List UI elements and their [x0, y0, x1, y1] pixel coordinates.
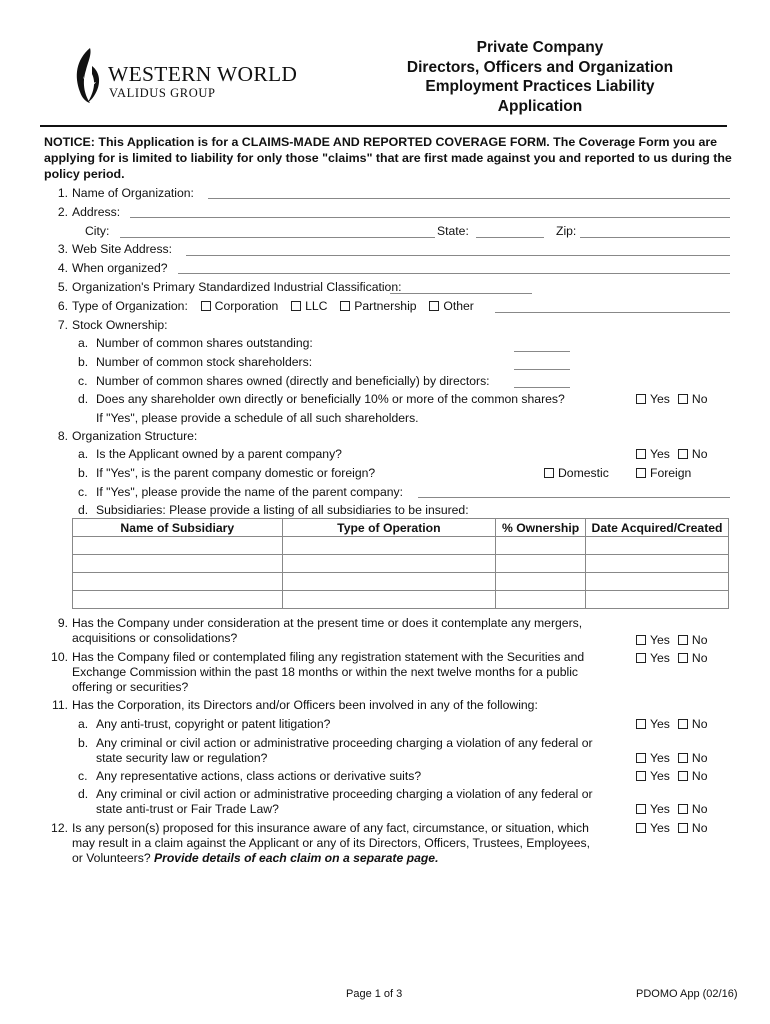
- q9-number: 9.: [57, 616, 68, 630]
- col-type-of-operation: Type of Operation: [282, 519, 496, 537]
- q11b-line-2: state security law or regulation?: [96, 751, 268, 765]
- stock-shareholders-field[interactable]: [514, 369, 570, 370]
- q7b-letter: b.: [78, 355, 89, 369]
- q8c-letter: c.: [78, 485, 88, 499]
- yes-label: Yes: [650, 717, 670, 731]
- table-cell[interactable]: [496, 573, 586, 591]
- q1-label: Name of Organization:: [72, 186, 194, 200]
- domestic-option: [544, 466, 609, 480]
- q11a-no-checkbox[interactable]: [678, 719, 688, 729]
- q7c-letter: c.: [78, 374, 88, 388]
- q7a-letter: a.: [78, 336, 89, 350]
- q7a-label: Number of common shares outstanding:: [96, 336, 313, 350]
- q2-number: 2.: [57, 205, 68, 219]
- q8b-letter: b.: [78, 466, 89, 480]
- corporation-checkbox[interactable]: [201, 301, 211, 311]
- q4-number: 4.: [57, 261, 68, 275]
- q11b-yes-checkbox[interactable]: [636, 753, 646, 763]
- table-cell[interactable]: [496, 555, 586, 573]
- q8-number: 8.: [57, 429, 68, 443]
- table-cell[interactable]: [73, 573, 283, 591]
- no-label: No: [691, 651, 708, 665]
- no-label: No: [691, 821, 708, 835]
- title-line-1: Private Company: [476, 39, 604, 56]
- yes-label: Yes: [650, 633, 670, 647]
- website-field[interactable]: [186, 255, 730, 256]
- no-label: No: [691, 717, 708, 731]
- director-shares-field[interactable]: [514, 387, 570, 388]
- table-cell[interactable]: [73, 555, 283, 573]
- q12-instruction: Provide details of each claim on a separate page.: [153, 851, 439, 865]
- q8b-label: If "Yes", is the parent company domestic or foreign?: [96, 466, 376, 480]
- q11a-yes-no: [636, 717, 707, 731]
- q3-label: Web Site Address:: [72, 242, 173, 256]
- q11b-letter: b.: [78, 736, 89, 750]
- q8a-label: Is the Applicant owned by a parent company?: [96, 447, 342, 461]
- q7-number: 7.: [57, 318, 68, 332]
- q12-line-3: [72, 851, 438, 865]
- yes-label: Yes: [650, 447, 670, 461]
- q11c-yes-checkbox[interactable]: [636, 771, 646, 781]
- corporation-label: Corporation: [214, 299, 279, 313]
- page-title: [380, 38, 700, 116]
- title-line-3: Employment Practices Liability: [425, 78, 655, 95]
- table-cell[interactable]: [586, 537, 729, 555]
- q10-yes-no: [636, 651, 707, 665]
- table-cell[interactable]: [586, 573, 729, 591]
- q9-yes-no: [636, 633, 707, 647]
- q11b-line-1: Any criminal or civil action or administrative proceeding charging a violation of any federal or: [96, 736, 593, 750]
- q6-number: 6.: [57, 299, 68, 313]
- yes-label: Yes: [650, 751, 670, 765]
- q11d-line-1: Any criminal or civil action or administrative proceeding charging a violation of any federal or: [96, 787, 593, 801]
- table-row: [73, 537, 729, 555]
- q10-line-1: Has the Company filed or contemplated filing any registration statement with the Securities and: [72, 650, 585, 664]
- table-row: [73, 555, 729, 573]
- notice-text: NOTICE: This Application is for a CLAIMS-MADE AND REPORTED COVERAGE FORM. The Coverage Form you are applying for is limited to liability for only those "claims" that are first made against you and reported to us during the policy period.: [44, 135, 732, 181]
- q11d-no-checkbox[interactable]: [678, 804, 688, 814]
- domestic-label: Domestic: [558, 466, 609, 480]
- partnership-label: Partnership: [354, 299, 417, 313]
- table-header-row: [73, 519, 729, 537]
- q5-label: Organization's Primary Standardized Industrial Classification:: [72, 280, 402, 294]
- q8a-letter: a.: [78, 447, 89, 461]
- no-label: No: [691, 802, 708, 816]
- form-id: PDOMO App (02/16): [636, 988, 738, 1000]
- no-label: No: [691, 392, 708, 406]
- table-row: [73, 573, 729, 591]
- table-cell[interactable]: [282, 555, 496, 573]
- q12-line-1: Is any person(s) proposed for this insurance aware of any fact, circumstance, or situation, which: [72, 821, 589, 835]
- q11c-no-checkbox[interactable]: [678, 771, 688, 781]
- q6-label: Type of Organization:: [72, 299, 188, 313]
- yes-label: Yes: [650, 651, 670, 665]
- other-type-field[interactable]: [495, 312, 730, 313]
- q10-no-checkbox[interactable]: [678, 653, 688, 663]
- title-line-2: Directors, Officers and Organization: [406, 58, 674, 76]
- city-field[interactable]: [120, 237, 435, 238]
- q7d-note: If "Yes", please provide a schedule of all such shareholders.: [96, 411, 419, 425]
- q12-yes-no: [636, 821, 707, 835]
- table-cell[interactable]: [73, 537, 283, 555]
- q9-line-1: Has the Company under consideration at the present time or does it contemplate any mergers,: [72, 616, 583, 630]
- when-organized-field[interactable]: [178, 273, 730, 274]
- q11c-label: Any representative actions, class actions or derivative suits?: [96, 769, 422, 783]
- q8a-no-checkbox[interactable]: [678, 449, 688, 459]
- no-label: No: [691, 751, 708, 765]
- zip-label: Zip:: [556, 224, 577, 238]
- q11a-yes-checkbox[interactable]: [636, 719, 646, 729]
- q12-line-2: may result in a claim against the Applicant or any of its Directors, Officers, Trustees, Employees,: [72, 836, 590, 850]
- table-row: [73, 591, 729, 609]
- llc-label: LLC: [305, 299, 328, 313]
- yes-label: Yes: [650, 769, 670, 783]
- q12-number: 12.: [51, 821, 68, 835]
- organization-name-field[interactable]: [208, 198, 730, 199]
- table-cell[interactable]: [496, 537, 586, 555]
- table-cell[interactable]: [282, 591, 496, 609]
- other-checkbox[interactable]: [429, 301, 439, 311]
- q11d-yes-no: [636, 802, 707, 816]
- table-cell[interactable]: [586, 591, 729, 609]
- q12-no-checkbox[interactable]: [678, 823, 688, 833]
- q10-line-3: offering or securities?: [72, 680, 189, 694]
- address-field[interactable]: [130, 217, 730, 218]
- q1-number: 1.: [57, 186, 68, 200]
- subsidiaries-table: [72, 518, 729, 609]
- q9-no-checkbox[interactable]: [678, 635, 688, 645]
- state-label: State:: [437, 224, 469, 238]
- q9-yes-checkbox[interactable]: [636, 635, 646, 645]
- q10-line-2: Exchange Commission within the past 18 months or within the next twelve months for a public: [72, 665, 579, 679]
- sic-field[interactable]: [390, 293, 532, 294]
- parent-company-field[interactable]: [418, 497, 730, 498]
- table-cell[interactable]: [496, 591, 586, 609]
- table-cell[interactable]: [282, 537, 496, 555]
- partnership-checkbox[interactable]: [340, 301, 350, 311]
- q4-label: When organized?: [72, 261, 168, 275]
- other-label: Other: [443, 299, 474, 313]
- col-ownership: % Ownership: [496, 519, 586, 537]
- q11-label: Has the Corporation, its Directors and/or Officers been involved in any of the following:: [72, 698, 538, 712]
- col-date-acquired: Date Acquired/Created: [586, 519, 729, 537]
- q7b-label: Number of common stock shareholders:: [96, 355, 313, 369]
- title-line-4: Application: [497, 97, 583, 115]
- q11d-yes-checkbox[interactable]: [636, 804, 646, 814]
- no-label: No: [691, 447, 708, 461]
- llc-checkbox[interactable]: [291, 301, 301, 311]
- q8a-yes-no: [636, 447, 707, 461]
- q11-number: 11.: [51, 698, 68, 712]
- logo-brand: WESTERN WORLD: [108, 62, 298, 86]
- q7d-no-checkbox[interactable]: [678, 394, 688, 404]
- domestic-checkbox[interactable]: [544, 468, 554, 478]
- yes-label: Yes: [650, 821, 670, 835]
- foreign-checkbox[interactable]: [636, 468, 646, 478]
- q12-yes-checkbox[interactable]: [636, 823, 646, 833]
- q11a-label: Any anti-trust, copyright or patent litigation?: [96, 717, 331, 731]
- q11c-letter: c.: [78, 769, 88, 783]
- q5-number: 5.: [57, 280, 68, 294]
- q7d-label: Does any shareholder own directly or beneficially 10% or more of the common shares?: [96, 392, 565, 406]
- q8d-letter: d.: [78, 503, 89, 517]
- no-label: No: [691, 633, 708, 647]
- table-cell[interactable]: [282, 573, 496, 591]
- state-field[interactable]: [476, 237, 544, 238]
- table-cell[interactable]: [73, 591, 283, 609]
- q11d-line-2: state anti-trust or Fair Trade Law?: [96, 802, 279, 816]
- table-cell[interactable]: [586, 555, 729, 573]
- yes-label: Yes: [650, 392, 670, 406]
- page-number: Page 1 of 3: [346, 988, 403, 1000]
- q7c-label: Number of common shares owned (directly and beneficially) by directors:: [96, 374, 490, 388]
- city-label: City:: [85, 224, 110, 238]
- col-name-of-subsidiary: Name of Subsidiary: [73, 519, 283, 537]
- q11b-no-checkbox[interactable]: [678, 753, 688, 763]
- q8a-yes-checkbox[interactable]: [636, 449, 646, 459]
- q11a-letter: a.: [78, 717, 89, 731]
- zip-field[interactable]: [580, 237, 730, 238]
- yes-label: Yes: [650, 802, 670, 816]
- foreign-label: Foreign: [650, 466, 692, 480]
- q6-row: [72, 299, 474, 313]
- q10-number: 10.: [51, 650, 68, 664]
- header-divider: [40, 125, 727, 127]
- q11c-yes-no: [636, 769, 707, 783]
- q9-line-2: acquisitions or consolidations?: [72, 631, 238, 645]
- logo-sub: VALIDUS GROUP: [109, 86, 216, 100]
- q8c-label: If "Yes", please provide the name of the parent company:: [96, 485, 403, 499]
- q8d-label: Subsidiaries: Please provide a listing of all subsidiaries to be insured:: [96, 503, 469, 517]
- q8-label: Organization Structure:: [72, 429, 198, 443]
- shares-outstanding-field[interactable]: [514, 351, 570, 352]
- q7-label: Stock Ownership:: [72, 318, 168, 332]
- western-world-logo-icon: [70, 46, 104, 104]
- no-label: No: [691, 769, 708, 783]
- q7d-yes-checkbox[interactable]: [636, 394, 646, 404]
- q7d-yes-no: [636, 392, 707, 406]
- q7d-letter: d.: [78, 392, 89, 406]
- q2-label: Address:: [72, 205, 121, 219]
- q10-yes-checkbox[interactable]: [636, 653, 646, 663]
- q11d-letter: d.: [78, 787, 89, 801]
- q3-number: 3.: [57, 242, 68, 256]
- foreign-option: [636, 466, 691, 480]
- q11b-yes-no: [636, 751, 707, 765]
- q12-line-3-start: or Volunteers?: [72, 851, 154, 865]
